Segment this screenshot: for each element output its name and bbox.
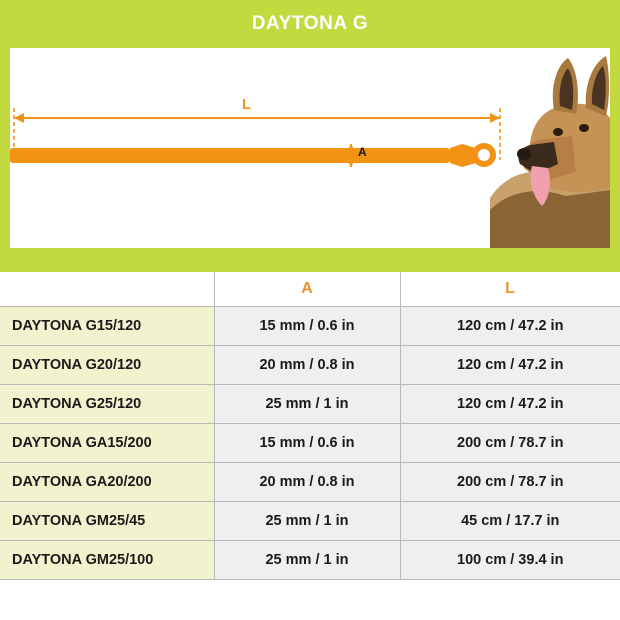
cell-model: DAYTONA GM25/45 [0,502,214,541]
table-row [0,424,620,463]
header-bar [0,0,620,48]
cell-a: 15 mm / 0.6 in [214,307,400,346]
page-title: DAYTONA G [251,13,369,34]
leash-diagram [0,48,620,248]
cell-a: 20 mm / 0.8 in [214,463,400,502]
column-header-a: A [214,272,400,307]
cell-model: DAYTONA GA15/200 [0,424,214,463]
specification-table-zone [0,272,620,620]
specification-table [0,272,620,580]
column-header-model [0,272,214,307]
cell-l: 120 cm / 47.2 in [400,385,620,424]
cell-a: 25 mm / 1 in [214,541,400,580]
cell-model: DAYTONA GM25/100 [0,541,214,580]
cell-a: 15 mm / 0.6 in [214,424,400,463]
illustration-band [0,48,620,272]
cell-l: 120 cm / 47.2 in [400,346,620,385]
cell-a: 25 mm / 1 in [214,502,400,541]
cell-a: 25 mm / 1 in [214,385,400,424]
cell-model: DAYTONA G25/120 [0,385,214,424]
cell-l: 200 cm / 78.7 in [400,463,620,502]
cell-model: DAYTONA G15/120 [0,307,214,346]
table-row [0,346,620,385]
cell-l: 100 cm / 39.4 in [400,541,620,580]
cell-model: DAYTONA GA20/200 [0,463,214,502]
cell-l: 45 cm / 17.7 in [400,502,620,541]
cell-a: 20 mm / 0.8 in [214,346,400,385]
table-row [0,463,620,502]
table-row [0,307,620,346]
cell-model: DAYTONA G20/120 [0,346,214,385]
table-row [0,385,620,424]
band-bottom-edge [0,248,620,272]
label-length: L [242,96,252,113]
table-row [0,502,620,541]
table-header-row [0,272,620,307]
column-header-l: L [400,272,620,307]
table-row [0,541,620,580]
cell-l: 120 cm / 47.2 in [400,307,620,346]
cell-l: 200 cm / 78.7 in [400,424,620,463]
label-width: A [358,145,367,159]
